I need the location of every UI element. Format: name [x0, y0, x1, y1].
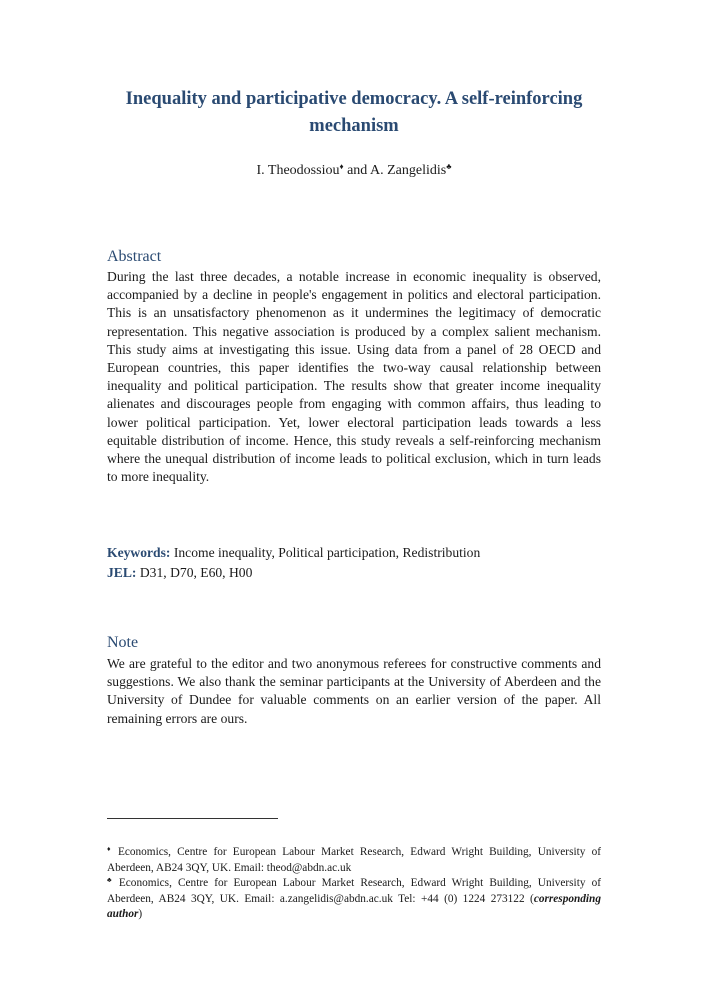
jel-label: JEL: — [107, 565, 137, 580]
keywords-label: Keywords: — [107, 545, 171, 560]
footnote-1 — [107, 842, 601, 876]
footnote-2-emphasis: corresponding author — [107, 892, 601, 921]
footnote-separator — [107, 818, 278, 819]
keywords-line — [107, 544, 601, 563]
footnote-2-text: Economics, Centre for European Labour Market Research, Edward Wright Building, University of Aberdeen, AB24 3QY, UK. Email: a.zangelidis@abdn.ac.uk Tel: +44 (0) 1224 273122 ( — [107, 877, 601, 905]
abstract-heading: Abstract — [107, 248, 162, 265]
jel-line — [107, 564, 601, 583]
footnote-1-mark: ♦ — [107, 845, 114, 853]
author-separator: and — [343, 163, 371, 178]
author-theodossiou-footnote-mark: ♦ — [339, 162, 344, 171]
author-zangelidis-footnote-mark: ♣ — [446, 162, 452, 171]
author-theodossiou: I. Theodossiou — [256, 163, 340, 178]
note-heading: Note — [107, 634, 139, 651]
footnote-1-text: Economics, Centre for European Labour Market Research, Edward Wright Building, University of Aberdeen, AB24 3QY, UK. Email: theod@abdn.ac.uk — [107, 846, 601, 874]
note-text: We are grateful to the editor and two anonymous referees for constructive comments and suggestions. We also thank the seminar participants at the University of Aberdeen and the University of Dundee for valuable comments on an earlier version of the paper. All remaining errors are ours. — [107, 656, 601, 726]
jel-value: D31, D70, E60, H00 — [136, 565, 253, 580]
footnote-2 — [107, 873, 601, 923]
abstract-text: During the last three decades, a notable increase in economic inequality is observed, accompanied by a decline in people's engagement in politics and electoral participation. This is an unsatisfactory phenomenon as it undermines the legitimacy of democratic representation. This negative association is produced by a complex salient mechanism. This study aims at investigating this issue. Using data from a panel of 28 OECD and European countries, this paper identifies the two-way causal relationship between inequality and political participation. The results show that greater income inequality alienates and discourages people from engaging with common affairs, thus leading to lower political participation. Yet, lower electoral participation leads towards a less equitable distribution of income. Hence, this study reveals a self-reinforcing mechanism where the unequal distribution of income leads to political exclusion, which in turn leads to more inequality. — [107, 269, 601, 485]
keywords-value: Income inequality, Political participation, Redistribution — [170, 545, 481, 560]
author-zangelidis: A. Zangelidis — [370, 163, 447, 178]
footnote-2-mark: ♣ — [107, 876, 115, 884]
footnote-2-close: ) — [138, 908, 143, 921]
author-line — [107, 157, 601, 181]
paper-title: Inequality and participative democracy. A self-reinforcing mechanism — [125, 89, 583, 136]
